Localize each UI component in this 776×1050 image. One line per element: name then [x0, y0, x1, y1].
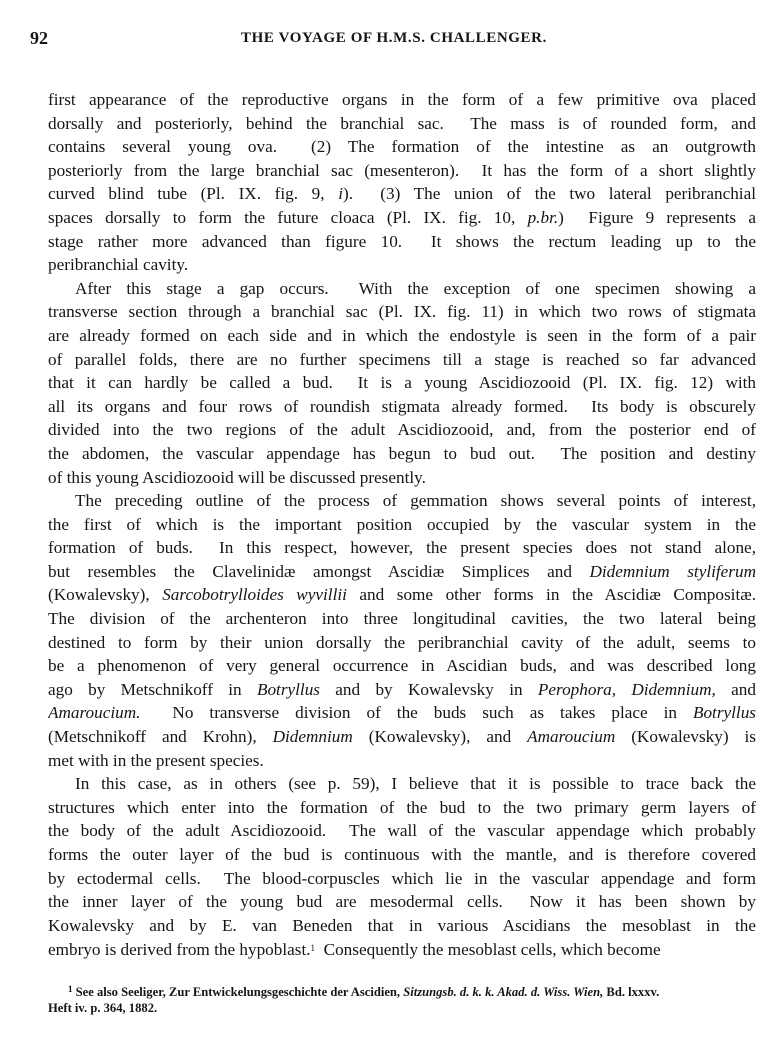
italic-text: Perophora, Didemnium,: [537, 679, 716, 699]
text-run: that it can hardly be called a bud. It is a young Ascidiozooid (Pl. IX. fig. 12) with: [48, 373, 756, 393]
text-run: ago by Metschnikoff in: [48, 679, 257, 699]
text-run: destined to form by their union dorsally the peribranchial cavity of the adult, seems to: [48, 632, 756, 652]
text-run: contains several young ova. (2) The formation of the intestine as an outgrowth: [48, 137, 756, 157]
paragraph: [48, 489, 756, 772]
text-run: posteriorly from the large branchial sac (mesenteron). It has the form of a short slightly: [48, 160, 756, 180]
text-run: (Kowalevsky) is: [615, 727, 756, 747]
text-line: [48, 395, 756, 419]
italic-text: Amaroucium.: [48, 703, 141, 723]
text-line: [48, 536, 756, 560]
text-run: be a phenomenon of very general occurrence in Ascidian buds, and was described long: [48, 656, 756, 676]
text-line: [48, 300, 756, 324]
italic-text: Botryllus: [256, 679, 320, 699]
text-run: formation of buds. In this respect, however, the present species does not stand alone,: [48, 538, 756, 558]
text-run: dorsally and posteriorly, behind the branchial sac. The mass is of rounded form, and: [48, 113, 756, 133]
text-line: [48, 560, 756, 584]
text-run: the first of which is the important position occupied by the vascular system in the: [48, 514, 756, 534]
text-line: [48, 348, 756, 372]
text-line: [48, 937, 756, 961]
text-run: (Kowalevsky), and: [352, 727, 528, 747]
text-run: ). (3) The union of the two lateral peribranchial: [342, 184, 756, 204]
text-run: spaces dorsally to form the future cloaca (Pl. IX. fig. 10,: [48, 207, 528, 227]
italic-text: i: [338, 184, 343, 204]
text-run: but resembles the Clavelinidæ amongst Ascidiæ Simplices and: [48, 561, 590, 581]
text-run: all its organs and four rows of roundish stigmata already formed. Its body is obscurely: [48, 396, 756, 416]
text-line: [48, 230, 756, 254]
text-run: ) Figure 9 represents a: [558, 207, 756, 227]
text-run: and by Kowalevsky in: [319, 679, 538, 699]
text-line: [48, 583, 756, 607]
text-run: of this young Ascidiozooid will be discussed presently.: [48, 467, 426, 487]
text-line: [48, 843, 756, 867]
text-line: [48, 159, 756, 183]
italic-text: Sitzungsb. d. k. k. Akad. d. Wiss. Wien,: [403, 985, 604, 999]
text-run: forms the outer layer of the bud is continuous with the mantle, and is therefore covered: [48, 845, 756, 864]
text-line: [48, 418, 756, 442]
footnotes: [48, 980, 756, 1017]
text-run: peribranchial cavity.: [48, 255, 189, 275]
text-line: [48, 324, 756, 348]
footnote-line: [48, 999, 756, 1018]
text-run: stage rather more advanced than figure 10. It shows the rectum leading up to the: [48, 231, 756, 251]
text-run: (Metschnikoff and Krohn),: [48, 727, 273, 747]
text-run: and: [715, 679, 756, 699]
text-line: [48, 206, 756, 230]
footnote-marker: 1: [68, 984, 73, 994]
text-line: [48, 489, 756, 513]
text-run: by ectodermal cells. The blood-corpuscles which lie in the vascular appendage and form: [48, 868, 756, 888]
text-line: [48, 466, 756, 490]
text-line: [48, 725, 756, 749]
text-run: are already formed on each side and in which the endostyle is seen in the form of a pair: [48, 325, 756, 345]
text-line: [48, 914, 756, 938]
text-run: the body of the adult Ascidiozooid. The wall of the vascular appendage which probably: [48, 821, 756, 841]
text-run: embryo is derived from the hypoblast.: [48, 940, 311, 960]
text-run: divided into the two regions of the adult Ascidiozooid, and, from the posterior end of: [48, 420, 756, 440]
text-line: [48, 253, 756, 277]
text-line: [48, 701, 756, 725]
text-line: [48, 890, 756, 914]
running-title: THE VOYAGE OF H.M.S. CHALLENGER.: [241, 30, 547, 46]
text-line: [48, 678, 756, 702]
text-run: After this stage a gap occurs. With the exception of one specimen showing a: [75, 278, 756, 298]
text-line: [48, 182, 756, 206]
text-line: [48, 513, 756, 537]
text-line: [48, 371, 756, 395]
running-header: [30, 28, 758, 52]
paragraph: [48, 772, 756, 961]
text-run: met with in the present species.: [48, 750, 264, 770]
text-run: of parallel folds, there are no further specimens till a stage is reached so far advanced: [48, 349, 756, 369]
text-run: Kowalevsky and by E. van Beneden that in various Ascidians the mesoblast in the: [48, 915, 756, 935]
text-run: (Kowalevsky),: [48, 585, 163, 605]
body-text: [48, 88, 756, 961]
footnote-1: [48, 980, 756, 1017]
text-run: curved blind tube (Pl. IX. fig. 9,: [48, 184, 339, 204]
italic-text: Botryllus: [692, 703, 756, 723]
text-line: [48, 442, 756, 466]
text-run: Bd. lxxxv.: [603, 985, 660, 999]
text-run: the abdomen, the vascular appendage has begun to bud out. The position and destiny: [48, 443, 756, 463]
text-line: [48, 654, 756, 678]
footnote-line: [48, 980, 756, 999]
text-run: the inner layer of the young bud are mesodermal cells. Now it has been shown by: [48, 892, 756, 912]
text-line: [48, 749, 756, 773]
paragraph: [48, 88, 756, 277]
text-line: [48, 607, 756, 631]
text-run: The division of the archenteron into three longitudinal cavities, the two lateral being: [48, 609, 756, 629]
text-line: [48, 88, 756, 112]
text-run: No transverse division of the buds such as takes place in: [140, 703, 693, 723]
text-run: transverse section through a branchial sac (Pl. IX. fig. 11) in which two rows of stigmata: [48, 302, 756, 322]
text-line: [48, 796, 756, 820]
paragraph: [48, 277, 756, 489]
text-line: [48, 867, 756, 891]
text-line: [48, 277, 756, 301]
text-line: [48, 631, 756, 655]
text-run: Heft iv. p. 364, 1882.: [48, 1000, 158, 1015]
text-line: [48, 819, 756, 843]
text-run: See also Seeliger, Zur Entwickelungsgeschichte der Ascidien,: [72, 985, 404, 999]
text-run: The preceding outline of the process of gemmation shows several points of interest,: [75, 491, 756, 511]
italic-text: Didemnium: [272, 727, 353, 747]
text-run: In this case, as in others (see p. 59), I believe that it is possible to trace back the: [75, 774, 756, 794]
text-run: first appearance of the reproductive organs in the form of a few primitive ova placed: [48, 90, 756, 109]
footnote-reference: 1: [310, 943, 316, 954]
text-run: Consequently the mesoblast cells, which become: [315, 940, 661, 960]
italic-text: p.br.: [527, 207, 559, 227]
text-run: structures which enter into the formation of the bud to the two primary germ layers of: [48, 797, 756, 817]
text-line: [48, 112, 756, 136]
text-run: and some other forms in the Ascidiæ Compositæ.: [346, 585, 756, 605]
text-line: [48, 772, 756, 796]
page-number: 92: [30, 28, 48, 48]
italic-text: Didemnium styliferum: [589, 561, 756, 581]
italic-text: Sarcobotrylloides wyvillii: [162, 585, 347, 605]
italic-text: Amaroucium: [527, 727, 616, 747]
text-line: [48, 135, 756, 159]
